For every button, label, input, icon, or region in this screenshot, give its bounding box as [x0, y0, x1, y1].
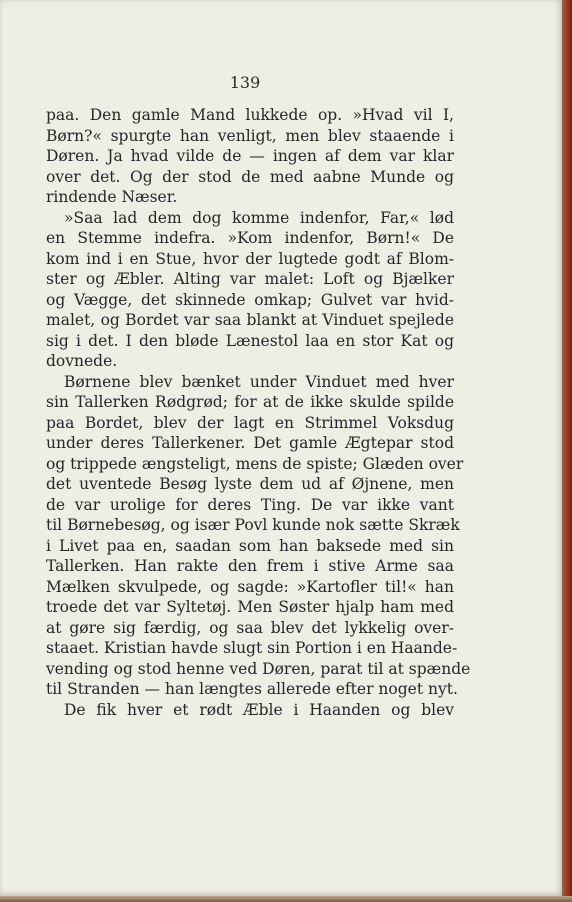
- text-line: i Livet paa en, saadan som han baksede med sin: [46, 536, 454, 555]
- text-line: kom ind i en Stue, hvor der lugtede godt af Blom-: [46, 249, 454, 268]
- text-line: troede det var Syltetøj. Men Søster hjalp ham med: [46, 598, 454, 616]
- text-line: ster og Æbler. Alting var malet: Loft og Bjælker: [46, 270, 454, 288]
- text-line: under deres Tallerkener. Det gamle Ægtepar stod: [46, 434, 454, 452]
- text-line: De fik hver et rødt Æble i Haanden og blev: [64, 700, 454, 719]
- text-line: malet, og Bordet var saa blankt at Vinduet spejlede: [46, 311, 454, 329]
- text-line: sin Tallerken Rødgrød; for at de ikke skulde spilde: [46, 393, 454, 411]
- page-number: 139: [229, 73, 261, 92]
- text-line: Børn?« spurgte han venligt, men blev staaende i: [46, 126, 454, 145]
- text-line: Børnene blev bænket under Vinduet med hver: [64, 372, 454, 391]
- text-line: en Stemme indefra. »Kom indenfor, Børn!« De: [46, 229, 454, 247]
- text-line: over det. Og der stod de med aabne Munde og: [46, 167, 454, 186]
- book-edge-right: [562, 0, 572, 902]
- body-text: [46, 105, 471, 720]
- text-line: vending og stod henne ved Døren, parat til at spænde: [46, 659, 471, 678]
- text-line: paa. Den gamle Mand lukkede op. »Hvad vil I,: [46, 106, 454, 124]
- text-line: dovnede.: [46, 352, 118, 370]
- text-line: staaet. Kristian havde slugt sin Portion i en Haande-: [46, 639, 458, 657]
- text-line: at gøre sig færdig, og saa blev det lykkelig over-: [46, 618, 454, 637]
- text-line: det uventede Besøg lyste dem ud af Øjnene, men: [46, 475, 454, 493]
- text-line: til Stranden — han længtes allerede efter noget nyt.: [46, 680, 458, 698]
- text-line: Mælken skvulpede, og sagde: »Kartofler til!« han: [46, 577, 454, 596]
- text-line: sig i det. I den bløde Lænestol laa en stor Kat og: [46, 331, 454, 350]
- text-line: og trippede ængsteligt, mens de spiste; Glæden over: [46, 454, 464, 473]
- text-line: »Saa lad dem dog komme indenfor, Far,« lød: [64, 208, 454, 227]
- text-line: Døren. Ja hvad vilde de — ingen af dem var klar: [46, 147, 454, 165]
- text-line: og Vægge, det skinnede omkap; Gulvet var hvid-: [46, 290, 454, 309]
- text-line: rindende Næser.: [46, 188, 178, 206]
- book-edge-bottom: [0, 896, 572, 902]
- text-line: Tallerken. Han rakte den frem i stive Arme saa: [46, 557, 454, 575]
- text-line: de var urolige for deres Ting. De var ikke vant: [46, 495, 454, 514]
- text-line: paa Bordet, blev der lagt en Strimmel Voksdug: [46, 413, 454, 432]
- text-line: til Børnebesøg, og især Povl kunde nok sætte Skræk: [46, 516, 460, 534]
